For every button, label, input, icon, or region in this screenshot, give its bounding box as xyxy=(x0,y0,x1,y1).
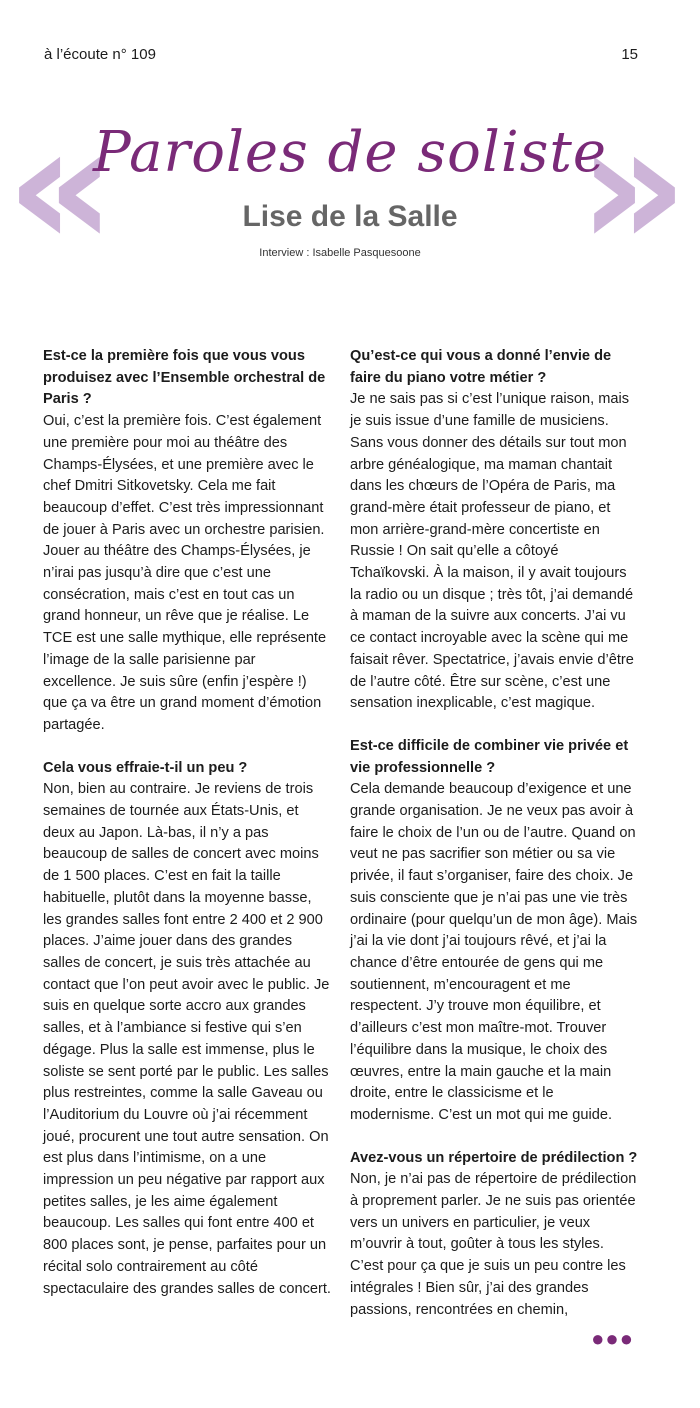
question-1: Est-ce la première fois que vous vous produisez avec l’Ensemble orchestral de Paris ? xyxy=(43,348,326,408)
page-subtitle: Lise de la Salle xyxy=(242,200,458,233)
question-3: Qu’est-ce qui vous a donné l’envie de faire du piano votre métier ? xyxy=(350,348,612,386)
issue-label: à l’écoute n° 109 xyxy=(44,46,156,63)
answer-1: Oui, c’est la première fois. C’est également une première pour moi au théâtre des Champs-Élysées, et une première avec le chef Dmitri Sitkovetsky. Cela me fait beaucoup d’effet. C’est très impressionnant de jouer à Paris avec un orchestre parisien. Jouer au théâtre des Champs-Élysées, je n’irai pas jusqu’à dire que c’est une consécration, mais c’est en tout cas un grand honneur, un rêve que je réalise. Le TCE est une salle mythique, elle représente l’image de la salle parisienne par excellence. Je suis sûre (enfin j’espère !) que ça va être un grand moment d’émotion partagée. xyxy=(43,413,327,733)
left-column xyxy=(43,346,331,1321)
page-number: 15 xyxy=(621,46,638,63)
continuation-dots-icon: ●●● xyxy=(591,1326,634,1351)
right-column xyxy=(350,346,638,1342)
page-title: Paroles de soliste xyxy=(92,120,608,185)
answer-5: Non, je n’ai pas de répertoire de prédilection à proprement parler. Je ne suis pas orientée vers un univers en particulier, je veux m’ouvrir à tout, goûter à tous les styles. C’est pour ça que je suis un peu contre les intégrales ! Bien sûr, j’ai des grandes passions, rencontrées en chemin, xyxy=(350,1171,637,1318)
question-2: Cela vous effraie-t-il un peu ? xyxy=(43,759,248,776)
byline: Interview : Isabelle Pasquesoone xyxy=(259,247,421,259)
decorative-open-quote: « xyxy=(6,88,116,286)
answer-3: Je ne sais pas si c’est l’unique raison, mais je suis issue d’une famille de musiciens. Sans vous donner des détails sur tout mon arbre généalogique, ma maman chantait dans les chœurs de l’Opéra de Paris, ma grand-mère était professeur de piano, et mon arrière-grand-mère concertiste en Russie ! On sait qu’elle a côtoyé Tchaïkovski. À la maison, il y avait toujours la radio ou un disque ; très tôt, j’ai demandé à maman de la suivre aux concerts. J’ai vu ce contact incroyable avec la scène qui me faisait rêver. Spectatrice, j’avais envie d’être de l’autre côté. Être sur scène, c’est une sensation inexplicable, c’est magique. xyxy=(350,391,634,712)
question-5: Avez-vous un répertoire de prédilection ? xyxy=(350,1149,638,1166)
decorative-close-quote: » xyxy=(578,88,688,286)
answer-2: Non, bien au contraire. Je reviens de trois semaines de tournée aux États-Unis, et deux au Japon. Là-bas, il n’y a pas beaucoup de salles de concert avec moins de 1 500 places. C’est en fait la taille habituelle, plutôt dans la moyenne basse, les grandes salles font entre 2 400 et 2 900 places. J’aime jouer dans des grandes salles de concert, je suis très attachée au contact que l’on peut avoir avec le public. Je suis en quelque sorte accro aux grandes salles, et à l’ambiance si festive qui s’en dégage. Plus la salle est immense, plus le soliste se sent porté par le public. Les salles plus restreintes, comme la salle Gaveau ou l’Auditorium du Louvre où j’ai récemment joué, procurent une tout autre sensation. On est plus dans l’intimisme, on a une impression un peu négative par rapport aux petites salles, je les aime également beaucoup. Les salles qui font entre 400 et 800 places sont, je pense, parfaites pour un récital solo contrairement au côté spectaculaire des grandes salles de concert. xyxy=(43,781,331,1297)
answer-4: Cela demande beaucoup d’exigence et une grande organisation. Je ne veux pas avoir à faire le choix de l’un ou de l’autre. Quand on veut ne pas sacrifier son métier ou sa vie privée, il faut s’organiser, faire des choix. Je suis consciente que je n’ai pas une vie très ordinaire (pour quelqu’un de mon âge). Mais j’ai la vie dont j’ai toujours rêvé, et j’ai la chance d’être entourée de gens qui me soutiennent, m’encouragent et me respectent. J’y trouve mon équilibre, et d’ailleurs c’est mon maître-mot. Trouver l’équilibre dans la musique, le choix des œuvres, entre la main gauche et la main droite, entre le classicisme et le modernisme. C’est un mot qui me guide. xyxy=(350,781,638,1123)
question-4: Est-ce difficile de combiner vie privée et vie professionnelle ? xyxy=(350,737,629,776)
